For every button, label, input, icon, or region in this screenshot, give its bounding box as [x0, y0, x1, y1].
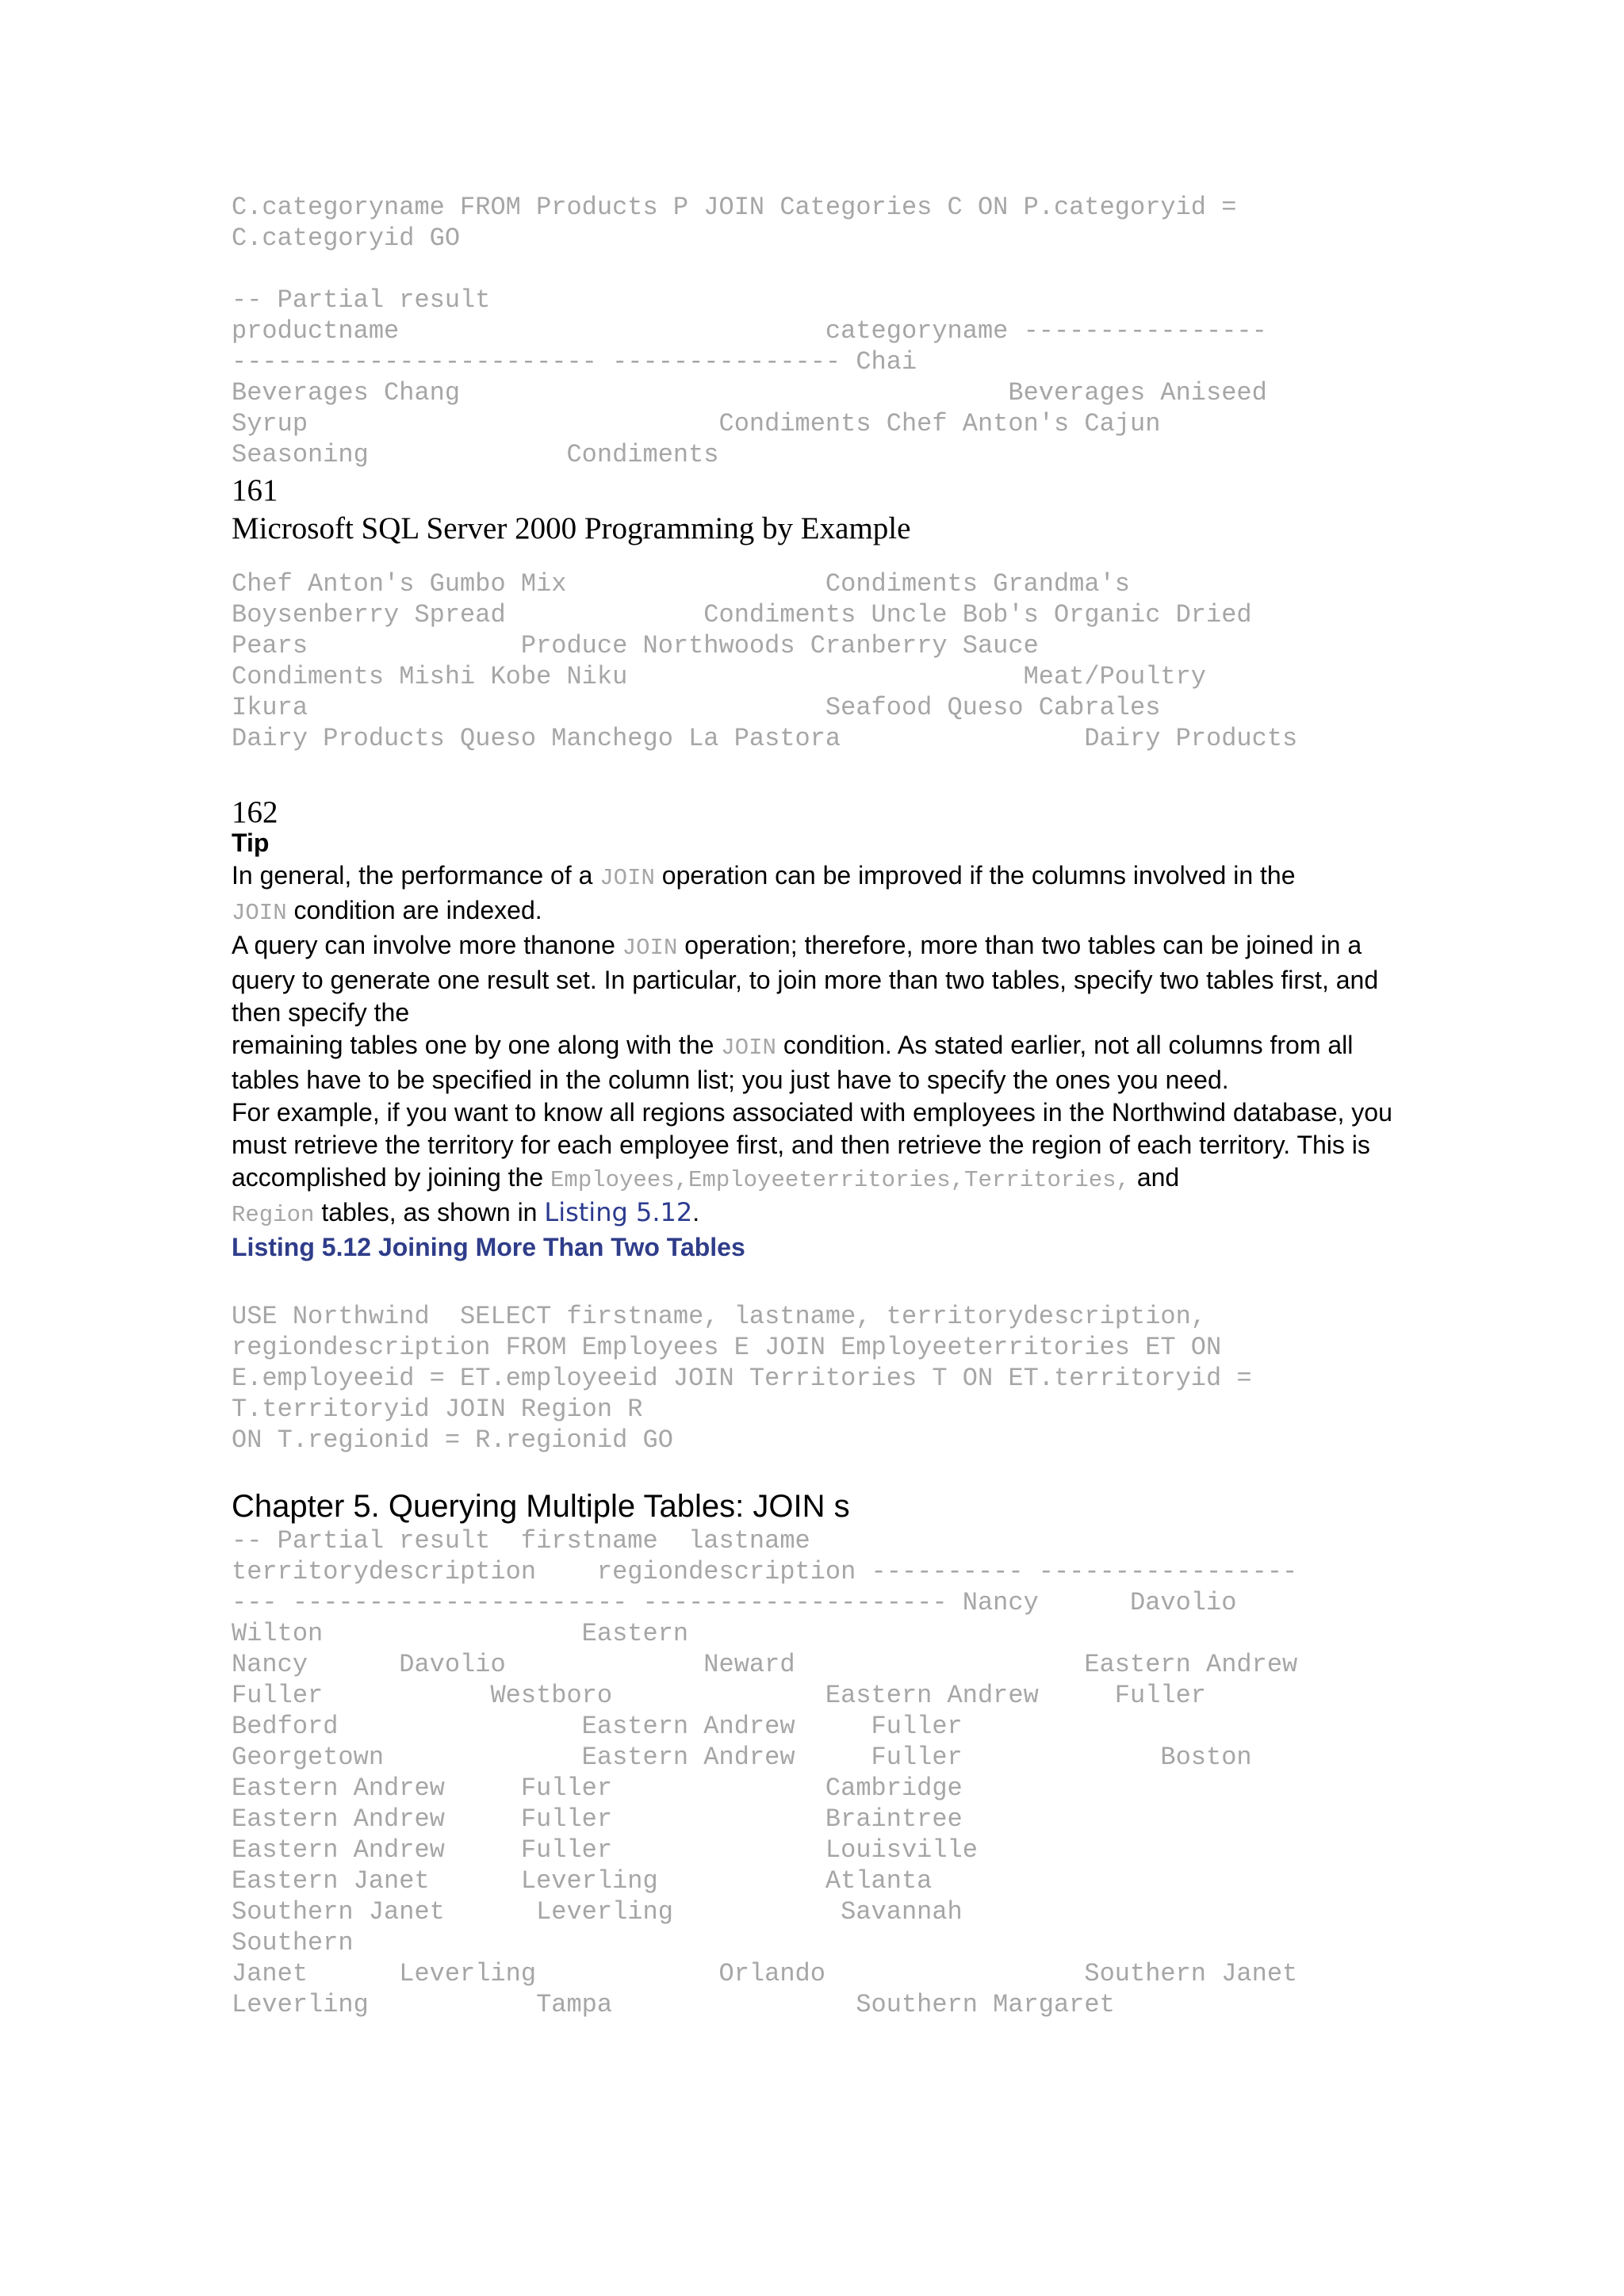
para3-text-a: For example, if you want to know all regions associated with employees in the Northwind database, you must retrieve the territory for each employee first, and then retrieve the region of each territory. This is [232, 1098, 1392, 1159]
listing-title: Listing 5.12 Joining More Than Two Tables [232, 1233, 745, 1261]
document-page [232, 192, 1397, 2020]
inline-code-join: JOIN [599, 865, 655, 891]
inline-code-tables: Employees,Employeeterritories,Territories, [550, 1167, 1130, 1193]
paragraph-join-performance [232, 859, 1397, 929]
para2-text-c: remaining tables one by one along with the [232, 1031, 722, 1059]
paragraph-regions-example [232, 1096, 1397, 1231]
code-block-top: C.categoryname FROM Products P JOIN Categories C ON P.categoryid = C.categoryid GO -- Partial result productname categoryname ---------------- ------------------------ --------------- Chai Beverages Chang Beverages Aniseed Syrup Condiments Chef Anton's Cajun Seasoning Condiments [232, 193, 1267, 469]
chapter-header: Chapter 5. Querying Multiple Tables: JOIN s [232, 1489, 850, 1524]
para3-text-b: accomplished by joining the [232, 1163, 551, 1192]
inline-code-join: JOIN [232, 900, 287, 926]
tip-label: Tip [232, 828, 270, 857]
page-number-162: 162 [232, 795, 278, 829]
page-number-161: 161 [232, 473, 278, 507]
book-title: Microsoft SQL Server 2000 Programming by Example [232, 511, 911, 545]
para1-text-c: condition are indexed. [286, 896, 542, 924]
inline-code-join: JOIN [622, 935, 678, 961]
para1-text-a: In general, the performance of a [232, 861, 600, 890]
inline-code-region: Region [232, 1202, 315, 1228]
para3-text-d: tables, as shown in [314, 1198, 545, 1226]
para2-text-d: condition. As stated earlier, not all columns from all tables have to be specified in the column list; you just have to specify the ones you need. [232, 1031, 1354, 1094]
code-block-listing: USE Northwind SELECT firstname, lastname, territorydescription, regiondescription FROM Employees E JOIN Employeeterritories ET ON E.employeeid = ET.employeeid JOIN Territories T ON ET.territoryid = T.territoryid JOIN Region R ON T.regionid = R.regionid GO [232, 1302, 1252, 1455]
para2-text-a: A query can involve more thanone [232, 931, 622, 959]
para2-text-b: operation; therefore, more than two tables can be joined in a query to generate one result set. In particular, to join more than two tables, specify two tables first, and then specify the [232, 931, 1379, 1027]
code-block-result: -- Partial result firstname lastname territorydescription regiondescription ---------- ----------------- --- ---------------------- -------------------- Nancy Davolio Wilton Eastern Nancy Davolio Neward Eastern Andrew Fuller Westboro Eastern Andrew Fuller Bedford Eastern Andrew Fuller Georgetown Eastern Andrew Fuller Boston Eastern Andrew Fuller Cambridge Eastern Andrew Fuller Braintree Eastern Andrew Fuller Louisville Eastern Janet Leverling Atlanta Southern Janet Leverling Savannah Southern Janet Leverling Orlando Southern Janet Leverling Tampa Southern Margaret [232, 1526, 1298, 2019]
inline-code-join: JOIN [721, 1035, 776, 1061]
code-block-middle: Chef Anton's Gumbo Mix Condiments Grandma's Boysenberry Spread Condiments Uncle Bob's Organic Dried Pears Produce Northwoods Cranberry Sauce Condiments Mishi Kobe Niku Meat/Poultry Ikura Seafood Queso Cabrales Dairy Products Queso Manchego La Pastora Dairy Products [232, 569, 1298, 753]
para3-text-c: and [1129, 1163, 1180, 1192]
para1-text-b: operation can be improved if the columns involved in the [654, 861, 1296, 890]
paragraph-multiple-joins [232, 929, 1397, 1096]
para3-text-e: . [692, 1198, 700, 1226]
listing-5-12-link[interactable]: Listing 5.12 [544, 1197, 693, 1227]
